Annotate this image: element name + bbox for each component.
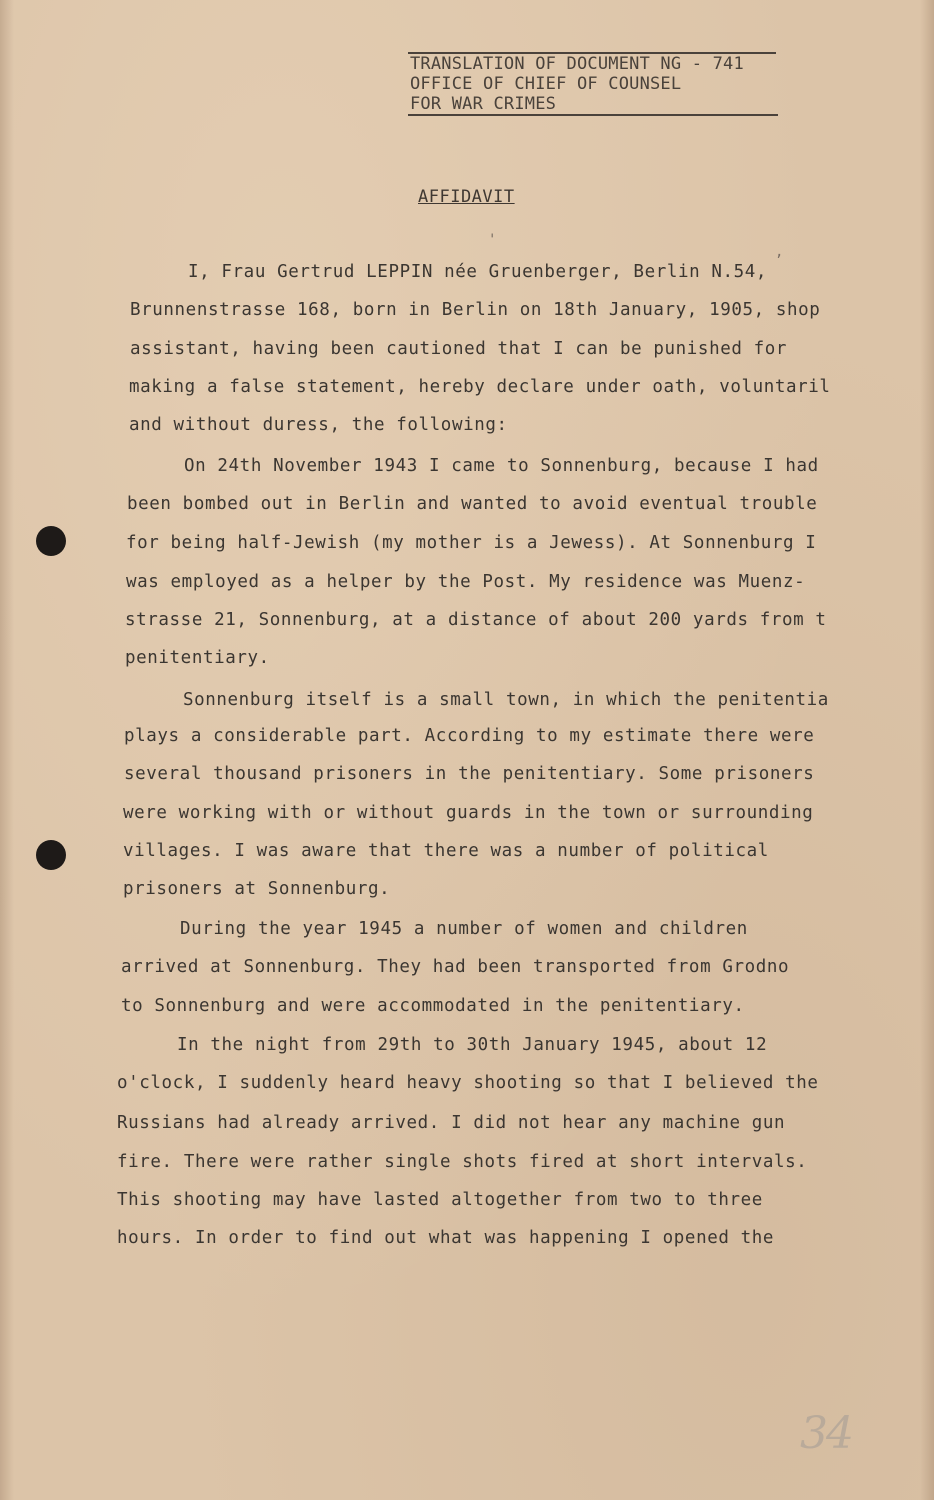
text-line: hours. In order to find out what was happening I opened the bbox=[117, 1228, 775, 1248]
document-header bbox=[410, 54, 780, 114]
header-line-3: FOR WAR CRIMES bbox=[410, 94, 557, 114]
text-line: fire. There were rather single shots fired at short intervals. bbox=[117, 1152, 808, 1172]
text-line: During the year 1945 a number of women and children bbox=[180, 919, 748, 939]
text-line: to Sonnenburg and were accommodated in the penitentiary. bbox=[121, 996, 745, 1016]
left-edge-shadow bbox=[0, 0, 14, 1500]
text-line: Russians had already arrived. I did not hear any machine gun bbox=[117, 1113, 786, 1133]
header-line-2: OFFICE OF CHIEF OF COUNSEL bbox=[410, 74, 682, 94]
header-line-1: TRANSLATION OF DOCUMENT NG - 741 bbox=[410, 54, 744, 74]
text-line: On 24th November 1943 I came to Sonnenburg, because I had bbox=[184, 456, 819, 476]
text-line: penitentiary. bbox=[125, 648, 270, 668]
ink-mark: , bbox=[775, 244, 784, 260]
folio-number: 34 bbox=[800, 1408, 852, 1459]
text-line: Brunnenstrasse 168, born in Berlin on 18th January, 1905, shop bbox=[130, 300, 821, 320]
text-line: and without duress, the following: bbox=[129, 415, 508, 435]
ink-mark: ' bbox=[488, 232, 497, 248]
text-line: making a false statement, hereby declare under oath, voluntaril bbox=[129, 377, 831, 397]
text-line: plays a considerable part. According to my estimate there were bbox=[124, 726, 815, 746]
text-line: were working with or without guards in the town or surrounding bbox=[123, 803, 814, 823]
header-rule-top bbox=[408, 52, 776, 54]
punch-hole bbox=[36, 526, 66, 556]
header-rule-bottom bbox=[408, 114, 778, 116]
text-line: o'clock, I suddenly heard heavy shooting so that I believed the bbox=[117, 1073, 819, 1093]
text-line: was employed as a helper by the Post. My residence was Muenz- bbox=[126, 572, 806, 592]
text-line: been bombed out in Berlin and wanted to avoid eventual trouble bbox=[127, 494, 818, 514]
text-line: assistant, having been cautioned that I can be punished for bbox=[130, 339, 788, 359]
text-line: This shooting may have lasted altogether from two to three bbox=[117, 1190, 763, 1210]
text-line: Sonnenburg itself is a small town, in which the penitentia bbox=[183, 690, 829, 710]
text-line: arrived at Sonnenburg. They had been transported from Grodno bbox=[121, 957, 790, 977]
text-line: strasse 21, Sonnenburg, at a distance of about 200 yards from t bbox=[125, 610, 827, 630]
text-line: prisoners at Sonnenburg. bbox=[123, 879, 391, 899]
text-line: In the night from 29th to 30th January 1945, about 12 bbox=[177, 1035, 768, 1055]
text-line: I, Frau Gertrud LEPPIN née Gruenberger, Berlin N.54, bbox=[188, 262, 768, 282]
text-line: several thousand prisoners in the penitentiary. Some prisoners bbox=[124, 764, 815, 784]
right-edge-shadow bbox=[920, 0, 934, 1500]
punch-hole bbox=[36, 840, 66, 870]
text-line: for being half-Jewish (my mother is a Jewess). At Sonnenburg I bbox=[126, 533, 817, 553]
document-title: AFFIDAVIT bbox=[418, 187, 515, 207]
text-line: villages. I was aware that there was a number of political bbox=[123, 841, 769, 861]
